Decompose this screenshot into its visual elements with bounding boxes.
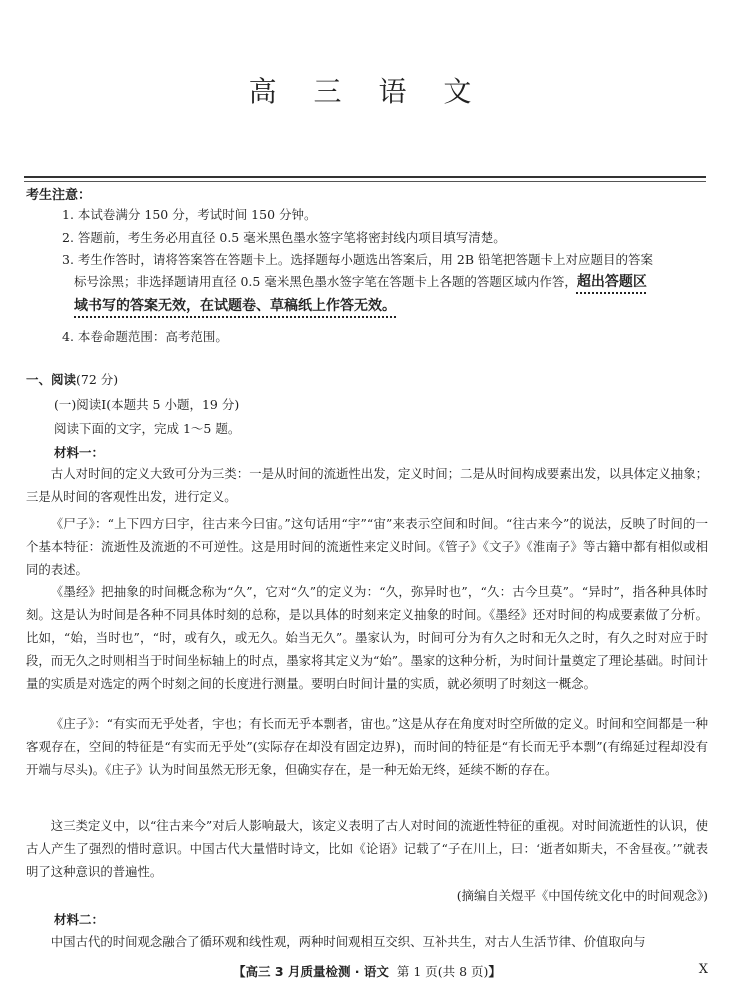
paragraph: 《墨经》把抽象的时间概念称为“久”，它对“久”的定义为：“久，弥异时也”，“久：古今旦莫”。“异时”，指各种具体时刻。这是认为时间是各种不同具体时刻的总称，是以具体的时刻来定义抽象的时间。《墨经》还对时间的构成要素做了分析。比如，“始，当时也”，“时，或有久，或无久。始当无久”。墨家认为，时间可分为有久之时和无久之时，有久之时对应于时段，而无久之时则相当于时间坐标轴上的时点，墨家将其定义为“始”。墨家的这种分析，为时间计量奠定了理论基础。时间计量的实质是对选定的两个时刻之间的长度进行测量。要明白时间计量的实质，就必须明了时刻这一概念。 — [26, 584, 708, 691]
header-rule-thin — [24, 181, 706, 182]
footer-bracket-right: 】 — [488, 964, 501, 979]
source-citation: (摘编自关煜平《中国传统文化中的时间观念》) — [456, 888, 708, 903]
material-2-heading: 材料二： — [54, 912, 105, 927]
notice-item-3-text: 标号涂黑；非选择题请用直径 0.5 毫米黑色墨水签字笔在答题卡上各题的答题区域内作答， — [74, 274, 577, 289]
page-footer — [0, 962, 734, 980]
footer-subject: 语文 — [363, 964, 389, 979]
notice-heading: 考生注意： — [26, 188, 92, 203]
notice-item-3-line-3 — [74, 295, 708, 317]
footer-page: 第 1 页(共 8 页) — [396, 964, 489, 979]
material-1-heading: 材料一： — [54, 445, 105, 460]
paragraph: 古人对时间的定义大致可分为三类：一是从时间的流逝性出发，定义时间；二是从时间构成要素出发，以具体定义抽象；三是从时间的客观性出发，进行定义。 — [26, 466, 708, 504]
subsection-heading: (一)阅读Ⅰ(本题共 5 小题，19 分) — [54, 397, 240, 412]
page-title: 高 三 语 文 — [248, 75, 486, 108]
header-rule-thick — [24, 176, 706, 178]
paragraph: 《尸子》：“上下四方曰宇，往古来今曰宙。”这句话用“宇”“宙”来表示空间和时间。“往古来今”的说法，反映了时间的一个基本特征：流逝性及流逝的不可逆性。这是用时间的流逝性来定义时间。《管子》《文子》《淮南子》等古籍中都有相似或相同的表述。 — [26, 516, 708, 577]
paragraph: 这三类定义中，以“往古来今”对后人影响最大，该定义表明了古人对时间的流逝性特征的重视。对时间流逝性的认识，使古人产生了强烈的惜时意识。中国古代大量惜时诗文，比如《论语》记载了“子在川上，曰：‘逝者如斯夫，不舍昼夜。’”就表明了这种意识的普遍性。 — [26, 818, 708, 879]
notice-emphasis-b: 域书写的答案无效，在试题卷、草稿纸上作答无效。 — [74, 298, 396, 314]
notice-item-1: 1. 本试卷满分 150 分，考试时间 150 分钟。 — [62, 207, 317, 222]
section-heading — [26, 370, 118, 388]
footer-dot: · — [350, 964, 364, 979]
notice-item-4: 4. 本卷命题范围：高考范围。 — [62, 329, 228, 344]
notice-emphasis-a: 超出答题区 — [576, 274, 647, 290]
paragraph: 《庄子》：“有实而无乎处者，宇也；有长而无乎本剽者，宙也。”这是从存在角度对时空所做的定义。时间和空间都是一种客观存在，空间的特征是“有实而无乎处”(实际存在却没有固定边界)，而时间的特征是“有长而无乎本剽”(有绵延过程却没有开端与尽头)。《庄子》认为时间虽然无形无象，但确实存在，是一种无始无终，延续不断的存在。 — [26, 716, 708, 777]
notice-item-3: 3. 考生作答时，请将答案答在答题卡上。选择题每小题选出答案后，用 2B 铅笔把答题卡上对应题目的答案 — [62, 252, 653, 267]
section-title: 一、阅读 — [26, 372, 77, 387]
footer-exam: 高三 3 月质量检测 — [245, 964, 351, 979]
section-score: (72 分) — [76, 372, 119, 387]
footer-mark: X — [698, 962, 708, 977]
paragraph: 中国古代的时间观念融合了循环观和线性观，两种时间观相互交织、互补共生，对古人生活节律、价值取向与 — [50, 934, 646, 949]
footer-bracket-left: 【 — [233, 964, 246, 979]
reading-instruction: 阅读下面的文字，完成 1～5 题。 — [54, 421, 241, 436]
notice-item-2: 2. 答题前，考生务必用直径 0.5 毫米黑色墨水签字笔将密封线内项目填写清楚。 — [62, 230, 506, 245]
notice-item-3-line-2 — [74, 271, 708, 293]
